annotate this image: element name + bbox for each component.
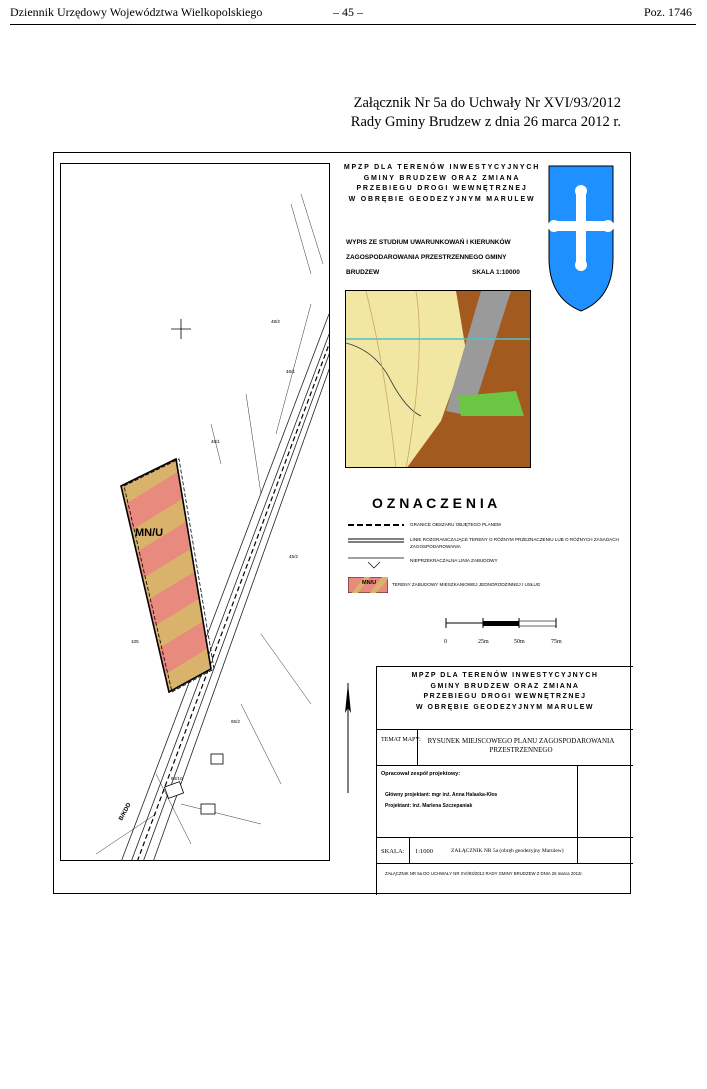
title-block-line: GMINY BRUDZEW ORAZ ZMIANA [430,682,580,690]
scale-label: 75m [551,639,562,645]
scale-bar [444,618,564,638]
cadastral-map-drawing [61,164,330,861]
cadastral-map [60,163,330,861]
study-excerpt-map [345,290,531,468]
study-excerpt-drawing [346,291,531,468]
parcel-label: 48/1 [211,439,220,444]
title-block-line: W OBRĘBIE GEODEZYJNYM MARULEW [415,703,595,711]
title-block [376,666,633,895]
parcel-label: 46/1 [286,369,295,374]
scale-label: 25m [478,639,489,645]
title-block-line: PRZEBIEGU DROGI WEWNĘTRZNEJ [423,693,587,700]
scale-value: 1:1000 [415,848,434,855]
plan-title-line: GMINY BRUDZEW ORAZ ZMIANA [363,174,521,182]
plan-title-top [342,163,542,205]
scale-caption: SKALA: [381,848,405,855]
parcel-label: 48/2 [271,319,280,324]
excerpt-line-3-left: BRUDZEW [346,269,380,276]
legend-item-residential: TERENY ZABUDOWY MIESZKANIOWEJ JEDNORODZINNEJ I USŁUG [392,582,541,587]
legend-title: O Z N A C Z E N I A [372,495,498,511]
parcel-label: 45/2 [289,554,298,559]
header-rule [10,24,696,25]
excerpt-line-1: WYPIS ZE STUDIUM UWARUNKOWAŃ I KIERUNKÓW [346,239,511,246]
road-label: B/KDD [118,802,133,822]
title-block-line: MPZP DLA TERENÓW INWESTYCYJNYCH [411,672,599,679]
parcel-label: 105 [131,639,139,644]
header-publication: Dziennik Urzędowy Województwa Wielkopolskiego [10,5,263,19]
scale-label: 50m [514,639,525,645]
title-block-title [377,671,633,713]
map-sheet [53,152,631,894]
zone-label: MN/U [135,527,164,539]
attachment-note: ZAŁĄCZNIK NR 5a (obręb geodezyjny Marulew) [451,848,564,854]
legend-item-demarcation: LINIE ROZGRANICZAJĄCE TERENY O RÓŻNYM PRZEZNACZENIU LUB O RÓŻNYCH ZASADACH ZAGOSPODAROWANIA [410,537,619,549]
scale-label: 0 [444,639,447,645]
excerpt-line-2: ZAGOSPODAROWANIA PRZESTRZENNEGO GMINY [346,254,507,261]
map-subject-value: RYSUNEK MIEJSCOWEGO PLANU ZAGOSPODAROWANIA PRZESTRZENNEGO [427,737,615,754]
legend-item-boundary: GRANICE OBSZARU OBJĘTEGO PLANEM [410,522,501,527]
team-label: Opracował zespół projektowy: [381,771,461,777]
title-block-footer: ZAŁĄCZNIK NR 5a DO UCHWAŁY NR XVI/93/2012 RADY GMINY BRUDZEW Z DNIA 26 marca 2012r. [385,871,583,876]
plan-title-line: PRZEBIEGU DROGI WEWNĘTRZNEJ [356,185,528,192]
designer: Projektant: inż. Marlena Szczepaniak [385,803,473,809]
header-position: Poz. 1746 [644,5,692,19]
chief-designer: Główny projektant: mgr inż. Anna Halaska-Kłos [385,792,498,798]
legend-item-building-line: NIEPRZEKRACZALNA LINIA ZABUDOWY [410,558,498,563]
excerpt-scale: SKALA 1:10000 [472,269,520,276]
north-arrow-icon [342,683,354,793]
parcel-label: 65/2 [231,719,240,724]
annex-line-1: Załącznik Nr 5a do Uchwały Nr XVI/93/2012 [353,95,621,111]
coat-of-arms-icon [546,163,616,313]
annex-line-2: Rady Gminy Brudzew z dnia 26 marca 2012 r. [350,114,621,130]
plan-title-line: MPZP DLA TERENÓW INWESTYCYJNYCH [343,164,541,171]
header-page-number: – 45 – [333,5,363,19]
plan-title-line: W OBRĘBIE GEODEZYJNYM MARULEW [348,195,536,203]
legend-swatch-label: MN/U [362,580,377,586]
parcel-label: 64/10 [171,776,183,781]
map-subject-label: TEMAT MAPY: [381,737,421,743]
